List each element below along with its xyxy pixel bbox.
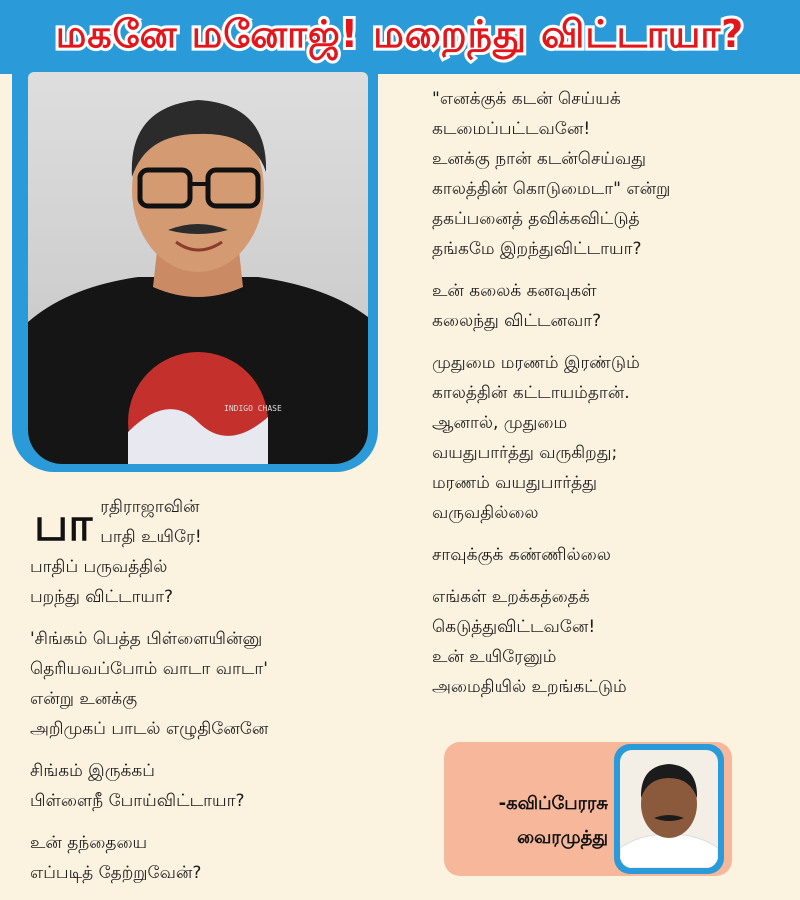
poem-line: சாவுக்குக் கண்ணில்லை <box>432 545 611 565</box>
poem-line: "எனக்குக் கடன் செய்யக் <box>432 89 621 109</box>
shirt-print-text: INDIGO CHASE <box>224 404 282 413</box>
left-column <box>30 492 380 900</box>
poem-line: உன் உயிரேனும் <box>432 647 557 667</box>
man-portrait-illustration <box>28 72 368 464</box>
poem-line: காலத்தின் கட்டாயம்தான். <box>432 383 630 403</box>
author-credit <box>468 787 608 855</box>
author-name: வைரமுத்து <box>517 827 608 848</box>
poem-line: முதுமை மரணம் இரண்டும் <box>432 353 640 373</box>
drop-cap: பா <box>34 497 93 551</box>
author-title: -கவிப்பேரரசு <box>498 793 608 814</box>
stanza <box>432 348 772 528</box>
author-portrait <box>620 750 718 868</box>
poem-line: பறந்து விட்டாயா? <box>30 587 174 607</box>
right-column <box>432 84 772 714</box>
poem-line: உன் கலைக் கனவுகள் <box>432 281 597 301</box>
poem-line: உனக்கு நான் கடன்செய்வது <box>432 149 646 169</box>
stanza <box>30 624 380 744</box>
poem-line: காலத்தின் கொடுமைடா" என்று <box>432 179 671 199</box>
poem-line: எப்படித் தேற்றுவேன்? <box>30 863 202 883</box>
poem-line: வருவதில்லை <box>432 503 539 523</box>
poem-line: ரதிராஜாவின் <box>100 497 200 517</box>
poem-line: மரணம் வயதுபார்த்து <box>432 473 597 493</box>
stanza <box>432 84 772 264</box>
stanza <box>432 582 772 702</box>
poem-line: உன் தந்தையை <box>30 833 148 853</box>
headline-banner <box>0 0 800 74</box>
poem-line: ஆனால், முதுமை <box>432 413 568 433</box>
stanza <box>432 540 772 570</box>
poem-line: தெரியவப்போம் வாடா வாடா' <box>30 659 268 679</box>
poem-line: 'சிங்கம் பெத்த பிள்ளையின்னு <box>30 629 263 649</box>
poem-line: அமைதியில் உறங்கட்டும் <box>432 677 627 697</box>
poem-line: தகப்பனைத் தவிக்கவிட்டுத் <box>432 209 640 229</box>
poem-line: வயதுபார்த்து வருகிறது; <box>432 443 618 463</box>
poem-line: தங்கமே இறந்துவிட்டாயா? <box>432 239 642 259</box>
poem-line: பாதிப் பருவத்தில் <box>30 557 168 577</box>
poem-line: எங்கள் உறக்கத்தைக் <box>432 587 590 607</box>
poem-line: என்று உனக்கு <box>30 689 138 709</box>
poem-line: கடமைப்பட்டவனே! <box>432 119 591 139</box>
poem-line: கெடுத்துவிட்டவனே! <box>432 617 596 637</box>
headline: மகனே மனோஜ்! மறைந்து விட்டாயா? <box>55 12 745 56</box>
poem-line: சிங்கம் இருக்கப் <box>30 761 155 781</box>
stanza <box>30 756 380 816</box>
poem-line: பாதி உயிரே! <box>100 527 202 547</box>
stanza <box>432 276 772 336</box>
main-photo <box>28 72 368 464</box>
poem-line: பிள்ளைநீ போய்விட்டாயா? <box>30 791 245 811</box>
stanza <box>30 828 380 888</box>
poem-line: அறிமுகப் பாடல் எழுதினேனே <box>30 719 269 739</box>
author-portrait-illustration <box>620 750 718 868</box>
poem-line: கலைந்து விட்டனவா? <box>432 311 602 331</box>
